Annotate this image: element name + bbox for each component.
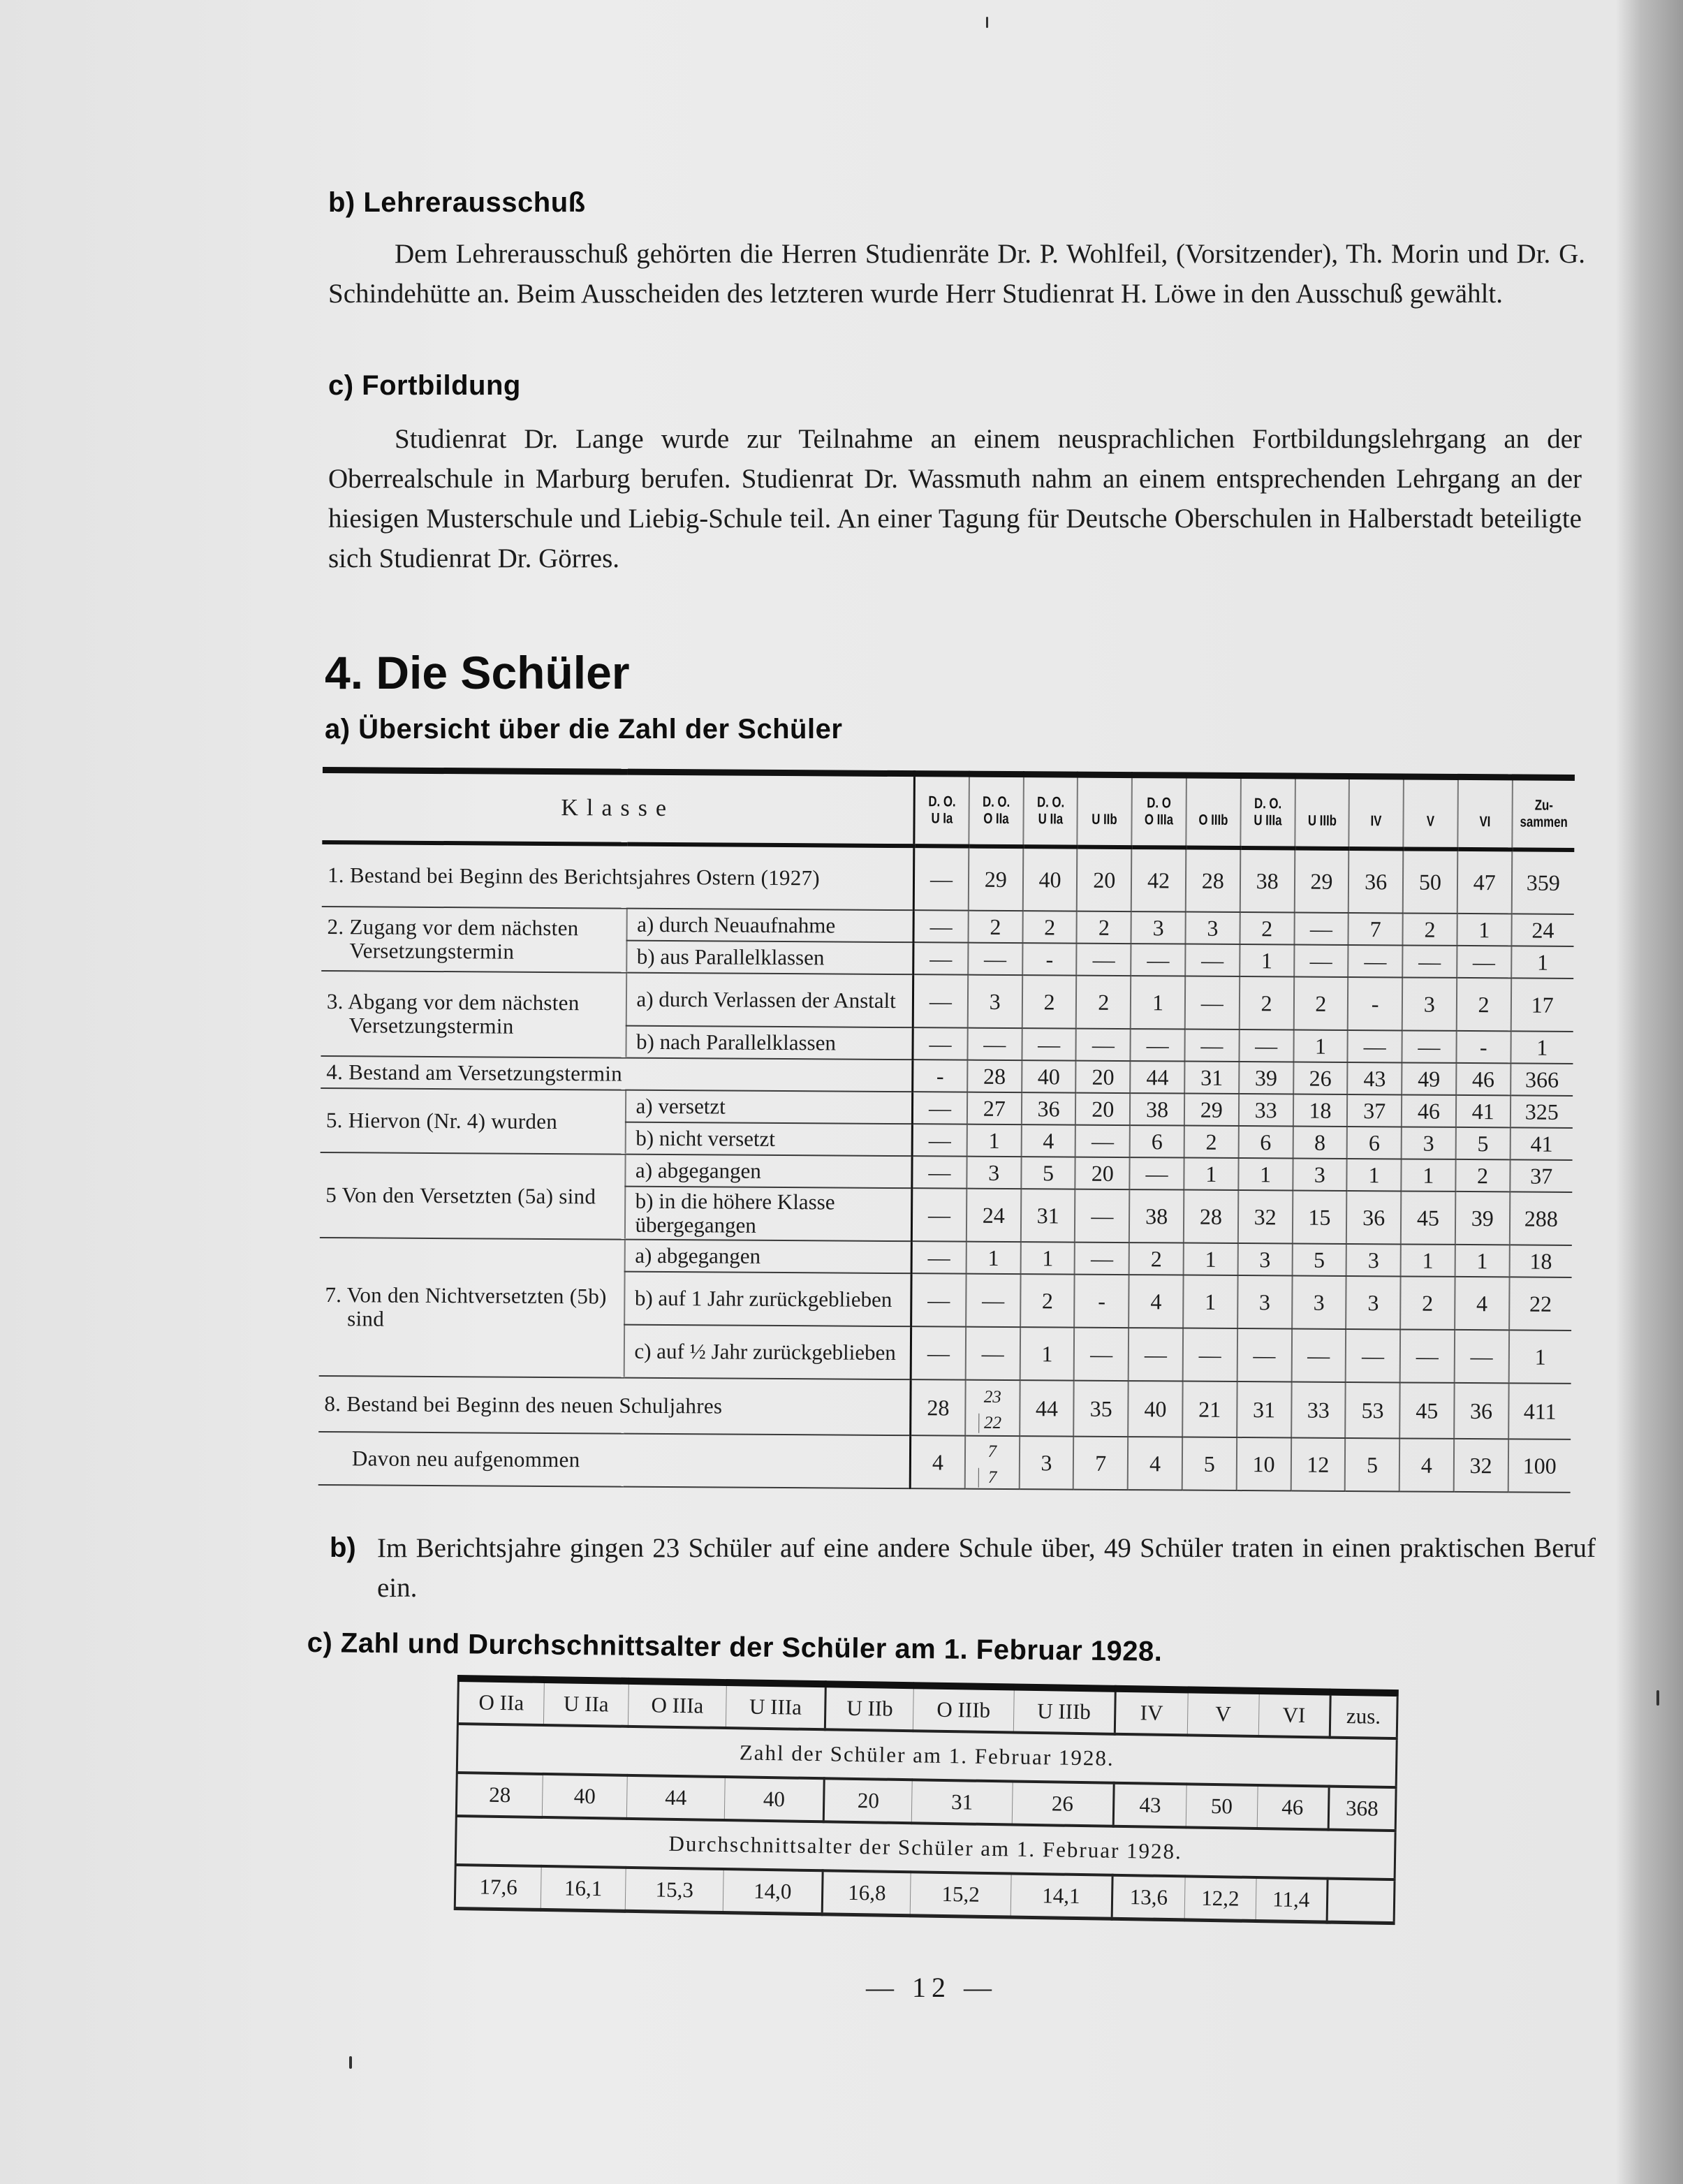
- table-header-row: [322, 770, 1575, 849]
- table-row: [322, 842, 1575, 914]
- table-cell: 5: [1345, 1438, 1399, 1491]
- count-cell: 43: [1113, 1783, 1186, 1828]
- table-cell: 29: [1294, 849, 1348, 913]
- count-cell: 40: [542, 1774, 627, 1819]
- table-cell: 5: [1182, 1437, 1237, 1490]
- table-cell: 6: [1238, 1126, 1293, 1158]
- heading-die-schueler: 4. Die Schüler: [325, 647, 630, 698]
- table-cell: 1: [1511, 1031, 1573, 1064]
- row-sublabel: a) versetzt: [625, 1090, 912, 1124]
- table-cell: 2: [968, 911, 1022, 943]
- column-header: zus.: [1330, 1692, 1397, 1739]
- table-cell: 46: [1402, 1094, 1456, 1127]
- table-cell: —: [1400, 1329, 1455, 1382]
- table-cell: 43: [1347, 1062, 1402, 1094]
- table-cell: —: [1346, 1329, 1400, 1382]
- table-cell: 36: [1022, 1092, 1076, 1124]
- table-cell: 20: [1075, 1157, 1130, 1189]
- table-cell: 6: [1130, 1125, 1184, 1157]
- table-cell: —: [911, 1273, 967, 1326]
- column-header: D. O. U Ia: [920, 774, 964, 847]
- table-cell: 47: [1457, 849, 1512, 914]
- table-cell: -: [1022, 943, 1077, 975]
- row-sublabel: b) aus Parallelklassen: [626, 941, 913, 975]
- table-cell: 20: [1075, 1093, 1130, 1125]
- age-cell: 16,8: [822, 1870, 911, 1915]
- table-cell: 1: [1238, 1158, 1293, 1190]
- row-sublabel: b) nicht versetzt: [625, 1122, 912, 1157]
- column-header: V: [1409, 777, 1453, 849]
- table-cell: —: [1348, 1030, 1402, 1062]
- table-cell: 3: [967, 1157, 1021, 1189]
- row-label: 4. Bestand am Versetzungstermin: [321, 1056, 913, 1092]
- table-cell: 12: [1291, 1437, 1345, 1490]
- age-cell: 15,2: [910, 1872, 1010, 1917]
- age-cell: [1327, 1879, 1395, 1923]
- table-cell: 28: [967, 1060, 1022, 1092]
- table-cell: —: [1185, 944, 1240, 976]
- column-header: O IIIb: [1191, 775, 1235, 848]
- row-label: 1. Bestand bei Beginn des Berichtsjahres Ostern (1927): [322, 842, 914, 910]
- table-cell: 27: [967, 1092, 1022, 1124]
- table-row: [320, 1238, 1572, 1277]
- table-cell: 1: [967, 1124, 1022, 1157]
- table-cell: 2: [1402, 913, 1457, 945]
- student-overview-table: [318, 767, 1575, 1493]
- table-cell: 3: [1185, 912, 1240, 944]
- table-cell: 31: [1021, 1189, 1075, 1242]
- table-cell: 33: [1239, 1094, 1293, 1126]
- count-cell: 50: [1186, 1784, 1258, 1828]
- table-cell: 5: [1455, 1127, 1510, 1159]
- table-cell: 32: [1238, 1190, 1293, 1243]
- table-cell: 20: [1076, 1061, 1131, 1093]
- count-caption: Zahl der Schüler am 1. Februar 1928.: [457, 1724, 1397, 1787]
- table-cell: 49: [1402, 1062, 1456, 1094]
- page-number: — 12 —: [866, 1972, 997, 2003]
- table-cell: 3: [1237, 1275, 1292, 1328]
- table-cell: 1: [1184, 1158, 1238, 1190]
- table-cell: —: [1076, 1029, 1131, 1061]
- table-cell: —: [1131, 1029, 1185, 1061]
- table-cell: —: [1077, 944, 1131, 976]
- table-cell: —: [913, 846, 969, 910]
- table-cell: 2: [1020, 1274, 1075, 1327]
- table-cell: 28: [1186, 848, 1240, 912]
- table-cell: —: [967, 1028, 1022, 1060]
- row-sublabel: c) auf ½ Jahr zurückgeblieben: [624, 1325, 911, 1380]
- row-sublabel: a) abgegangen: [625, 1155, 912, 1189]
- row-sublabel: b) nach Parallelklassen: [626, 1026, 913, 1060]
- table-cell: —: [1131, 944, 1185, 976]
- schulwechsel-text: Im Berichtsjahre gingen 23 Schüler auf eine andere Schule über, 49 Schüler traten in einen praktischen Beruf ein.: [377, 1533, 1596, 1603]
- count-cell: 368: [1328, 1787, 1396, 1831]
- table-cell: —: [912, 1156, 967, 1188]
- table-cell: -: [1348, 977, 1402, 1030]
- table-cell: —: [1075, 1189, 1129, 1243]
- row-sublabel: a) durch Neuaufnahme: [626, 909, 913, 943]
- table-cell: 1: [1508, 1330, 1571, 1384]
- table-cell: 325: [1510, 1095, 1573, 1128]
- table-cell: —: [966, 1274, 1020, 1327]
- label-b: b): [330, 1532, 356, 1563]
- table-cell: 3: [1402, 1127, 1456, 1159]
- table-cell: 45: [1401, 1191, 1455, 1244]
- table-cell: 366: [1511, 1063, 1573, 1096]
- table-cell: 1: [1293, 1029, 1348, 1062]
- row-label: 7. Von den Nichtversetzten (5b) sind: [319, 1238, 625, 1378]
- table-cell: 7: [1348, 913, 1403, 945]
- table-cell: —: [911, 1326, 966, 1379]
- table-cell: 3: [1292, 1275, 1346, 1328]
- table-row: [321, 1088, 1573, 1128]
- table-cell: 1: [1184, 1243, 1238, 1275]
- table-cell: 3: [1131, 911, 1186, 944]
- table-cell: —: [1183, 1328, 1237, 1382]
- table-cell: 50: [1403, 849, 1457, 913]
- table-cell: 36: [1454, 1383, 1508, 1439]
- count-cell: 44: [626, 1775, 725, 1820]
- column-header: U IIb: [1083, 775, 1127, 847]
- age-cell: 14,0: [723, 1869, 823, 1914]
- table-cell: —: [1075, 1125, 1130, 1157]
- table-cell: 2: [1022, 975, 1076, 1028]
- table-cell: 28: [1184, 1190, 1238, 1243]
- table-cell: 17: [1511, 978, 1573, 1032]
- column-header: D. O. U IIIa: [1246, 776, 1290, 849]
- age-cell: 17,6: [479, 1874, 518, 1900]
- table-cell: 1: [1511, 946, 1574, 979]
- column-header: Zu- sammen: [1518, 777, 1568, 850]
- table-cell: 21: [1182, 1382, 1237, 1437]
- table-cell: 4: [1021, 1124, 1075, 1157]
- column-header: IV: [1115, 1689, 1188, 1736]
- table-cell: 100: [1508, 1439, 1571, 1493]
- table-cell: —: [911, 1188, 967, 1241]
- table-cell: 4: [910, 1435, 965, 1488]
- table-cell: 18: [1293, 1094, 1347, 1126]
- table-cell: 4: [1128, 1437, 1182, 1490]
- scan-speck: [986, 17, 988, 28]
- count-cell: 40: [724, 1777, 824, 1822]
- count-cell: 20: [823, 1778, 912, 1823]
- row-sublabel: a) abgegangen: [624, 1240, 911, 1274]
- table-cell: —: [1074, 1328, 1129, 1381]
- column-header: O IIIb: [913, 1685, 1014, 1732]
- table-cell: 2: [1293, 977, 1348, 1030]
- table-cell: 1: [1020, 1327, 1074, 1380]
- table-cell: 31: [1237, 1382, 1291, 1437]
- split-cell-part: 23: [983, 1387, 1001, 1407]
- table-cell: —: [1185, 976, 1240, 1029]
- scan-speck: [1656, 1690, 1659, 1706]
- table-cell: —: [911, 1241, 967, 1273]
- table-cell: —: [1454, 1330, 1508, 1383]
- age-count-table: [454, 1675, 1399, 1925]
- paragraph-lehrerausschuss: Dem Lehrerausschuß gehörten die Herren Studienräte Dr. P. Wohlfeil, (Vorsitzender), Th. Morin und Dr. G. Schindehütte an. Beim Ausscheiden des letzteren wurde Herr Studienrat H. Löwe in den Ausschuß gewählt.: [328, 239, 1585, 309]
- table-cell: —: [1237, 1328, 1291, 1382]
- scan-speck: [349, 2056, 352, 2069]
- table-cell: —: [968, 943, 1022, 975]
- table-cell: —: [1457, 946, 1511, 978]
- table-cell: 38: [1240, 848, 1294, 912]
- table-cell: 5: [1021, 1157, 1075, 1189]
- table-row: [318, 1432, 1571, 1493]
- table-cell: 3: [1293, 1158, 1347, 1190]
- table-cell: —: [1130, 1157, 1184, 1189]
- table-cell: —: [913, 974, 968, 1027]
- table-cell: 24: [967, 1189, 1021, 1242]
- age-cell: 16,1: [541, 1866, 626, 1911]
- table-cell: 28: [911, 1379, 966, 1435]
- table-cell: —: [1294, 945, 1348, 977]
- row-label: Davon neu aufgenommen: [318, 1432, 911, 1488]
- split-cell-part: 7: [978, 1468, 1006, 1488]
- table-cell: —: [1239, 1029, 1293, 1062]
- table-cell: —: [1129, 1328, 1183, 1381]
- table-cell: 1: [1455, 1245, 1509, 1277]
- table-row: [321, 971, 1573, 1032]
- table-cell: 10: [1236, 1437, 1291, 1490]
- table-cell: 37: [1510, 1159, 1573, 1192]
- column-header: VI: [1463, 777, 1507, 849]
- table-cell: 29: [1184, 1094, 1239, 1126]
- column-header: VI: [1258, 1691, 1330, 1738]
- column-header: U IIb: [825, 1684, 913, 1731]
- row-label: 5. Hiervon (Nr. 4) wurden: [321, 1088, 626, 1155]
- table-cell: 1: [1401, 1159, 1455, 1191]
- count-cell: 26: [1012, 1782, 1114, 1826]
- split-cell: [965, 1380, 1020, 1436]
- table-cell: —: [1402, 1030, 1456, 1062]
- age-cell: 11,4: [1256, 1877, 1328, 1922]
- age-cell: 13,6: [1112, 1875, 1185, 1920]
- table-cell: 8: [1293, 1126, 1347, 1158]
- table-cell: 2: [1457, 978, 1511, 1031]
- paragraph-fortbildung: Studienrat Dr. Lange wurde zur Teilnahme an einem neusprachlichen Fortbildungslehrgang an der Oberrealschule in Marburg berufen. Studienrat Dr. Wassmuth nahm an einem entsprechenden Lehrgang an der hiesigen Musterschule und Liebig-Schule teil. An einer Tagung für Deutsche Oberschulen in Halberstadt beteiligte sich Studienrat Dr. Görres.: [328, 424, 1582, 573]
- row-sublabel: b) in die höhere Klasse übergegangen: [624, 1187, 912, 1242]
- split-cell-part: 22: [979, 1414, 1006, 1433]
- table-cell: 15: [1292, 1190, 1346, 1243]
- table-cell: 36: [1346, 1191, 1401, 1244]
- table-cell: 2: [1184, 1126, 1239, 1158]
- table-cell: —: [966, 1327, 1020, 1380]
- age-cell: 14,1: [1010, 1873, 1112, 1919]
- count-cell: 46: [1257, 1785, 1329, 1830]
- table-row: [321, 907, 1573, 946]
- table-cell: 411: [1508, 1383, 1571, 1439]
- table-cell: 53: [1345, 1382, 1399, 1438]
- table-cell: 2: [1239, 976, 1293, 1029]
- row-label: 8. Bestand bei Beginn des neuen Schuljahres: [318, 1376, 911, 1435]
- row-sublabel: a) durch Verlassen der Anstalt: [626, 973, 913, 1028]
- column-header: O IIIa: [628, 1681, 726, 1728]
- table-cell: 3: [1402, 977, 1457, 1030]
- table-cell: 3: [1019, 1436, 1073, 1489]
- column-header: O IIa: [478, 1690, 524, 1715]
- table-cell: 42: [1131, 847, 1186, 911]
- table-cell: —: [1348, 945, 1402, 977]
- table-cell: -: [913, 1060, 968, 1092]
- table-cell: 24: [1511, 914, 1574, 946]
- table-cell: 39: [1239, 1062, 1293, 1094]
- table-cell: 29: [969, 847, 1023, 911]
- table-cell: 46: [1456, 1063, 1511, 1095]
- table-cell: 2: [1076, 976, 1131, 1029]
- table-cell: 1: [1020, 1242, 1075, 1274]
- table-cell: 2: [1077, 911, 1131, 944]
- table-cell: 4: [1455, 1277, 1509, 1330]
- table-cell: —: [913, 910, 969, 942]
- table-cell: 33: [1291, 1382, 1346, 1437]
- table-row: [320, 1152, 1572, 1192]
- table-cell: 6: [1347, 1127, 1402, 1159]
- table-cell: 36: [1348, 849, 1403, 913]
- table-cell: 2: [1455, 1159, 1510, 1192]
- table-cell: 41: [1510, 1127, 1573, 1160]
- table-cell: —: [1075, 1243, 1129, 1275]
- table-cell: —: [1291, 1328, 1346, 1382]
- table-cell: —: [913, 1027, 968, 1060]
- table-cell: 2: [1129, 1243, 1184, 1275]
- row-label: 5 Von den Versetzten (5a) sind: [320, 1152, 625, 1240]
- heading-fortbildung: c) Fortbildung: [328, 370, 521, 401]
- table-cell: 40: [1128, 1381, 1182, 1437]
- table-cell: —: [1022, 1028, 1076, 1060]
- table-cell: 40: [1022, 1060, 1076, 1092]
- table-cell: 45: [1399, 1382, 1454, 1438]
- table-cell: 44: [1020, 1380, 1074, 1436]
- table-cell: 31: [1184, 1062, 1239, 1094]
- table-cell: 1: [1240, 944, 1294, 976]
- table-cell: —: [913, 942, 969, 974]
- table-cell: 3: [1346, 1276, 1400, 1329]
- table-cell: 3: [1346, 1244, 1401, 1276]
- row-label: 3. Abgang vor dem nächsten Versetzungstermin: [321, 971, 626, 1058]
- table-cell: 32: [1453, 1439, 1508, 1492]
- table-cell: 359: [1511, 849, 1574, 914]
- table-cell: 39: [1455, 1192, 1510, 1245]
- table-cell: 35: [1074, 1381, 1129, 1437]
- heading-zahl-durchschnittsalter: c) Zahl und Durchschnittsalter der Schüler am 1. Februar 1928.: [307, 1627, 1163, 1667]
- column-header: U IIa: [543, 1680, 629, 1727]
- row-label: 2. Zugang vor dem nächsten Versetzungstermin: [321, 907, 626, 973]
- table-cell: —: [912, 1124, 967, 1156]
- table-cell: 38: [1129, 1189, 1184, 1243]
- age-cell: 12,2: [1184, 1876, 1256, 1921]
- table-cell: 288: [1509, 1192, 1572, 1245]
- column-header: IV: [1354, 777, 1398, 849]
- table-cell: 2: [1400, 1276, 1455, 1329]
- table-row: [318, 1376, 1571, 1439]
- column-header: D. O O IIIa: [1137, 775, 1181, 848]
- count-cell: 31: [912, 1780, 1013, 1824]
- table-cell: 38: [1130, 1093, 1184, 1125]
- table-cell: 20: [1077, 847, 1131, 911]
- column-header: U IIIb: [1013, 1687, 1115, 1734]
- table-cell: 22: [1509, 1277, 1572, 1331]
- table-cell: 37: [1347, 1094, 1402, 1127]
- table-cell: 3: [1237, 1243, 1292, 1275]
- table-cell: 5: [1292, 1243, 1346, 1275]
- column-header: V: [1187, 1690, 1259, 1736]
- table-cell: 4: [1129, 1275, 1183, 1328]
- table-cell: 44: [1130, 1061, 1184, 1093]
- age-cell: 15,3: [625, 1868, 723, 1913]
- table-cell: 2: [1240, 912, 1294, 944]
- table-cell: 41: [1456, 1095, 1511, 1127]
- table-cell: 2: [1022, 911, 1077, 943]
- table-cell: 1: [1183, 1275, 1237, 1328]
- column-header: D. O. U IIa: [1029, 775, 1073, 847]
- count-cell: 28: [488, 1782, 511, 1808]
- table-cell: 18: [1509, 1245, 1572, 1277]
- column-header: D. O. O IIa: [974, 774, 1018, 847]
- table-cell: 26: [1293, 1062, 1348, 1094]
- klasse-header: Klasse: [322, 770, 914, 846]
- table-cell: 1: [1131, 976, 1185, 1029]
- table-cell: -: [1075, 1275, 1129, 1328]
- table-cell: —: [913, 1092, 968, 1124]
- age-caption: Durchschnittsalter der Schüler am 1. Februar 1928.: [455, 1816, 1395, 1879]
- table-cell: -: [1456, 1031, 1511, 1063]
- column-header: U IIIa: [726, 1683, 825, 1729]
- paragraph-schulwechsel: [330, 1528, 1596, 1608]
- split-cell-part: 7: [987, 1442, 997, 1461]
- table-cell: 40: [1022, 847, 1077, 911]
- table-cell: 4: [1399, 1438, 1454, 1491]
- heading-lehrerausschuss: b) Lehrerausschuß: [328, 187, 586, 218]
- split-cell: [965, 1436, 1020, 1489]
- table-cell: 1: [1401, 1244, 1455, 1276]
- table-cell: 1: [966, 1242, 1020, 1274]
- heading-uebersicht: a) Übersicht über die Zahl der Schüler: [325, 714, 843, 745]
- table-cell: —: [1402, 945, 1457, 977]
- table-cell: —: [1294, 913, 1348, 945]
- row-sublabel: b) auf 1 Jahr zurückgeblieben: [624, 1272, 912, 1327]
- table-cell: 1: [1347, 1159, 1402, 1191]
- table-cell: 1: [1457, 914, 1511, 946]
- column-header: U IIIb: [1300, 776, 1344, 849]
- table-cell: 3: [968, 975, 1022, 1028]
- table-cell: —: [1184, 1029, 1239, 1062]
- table-cell: 7: [1073, 1437, 1128, 1490]
